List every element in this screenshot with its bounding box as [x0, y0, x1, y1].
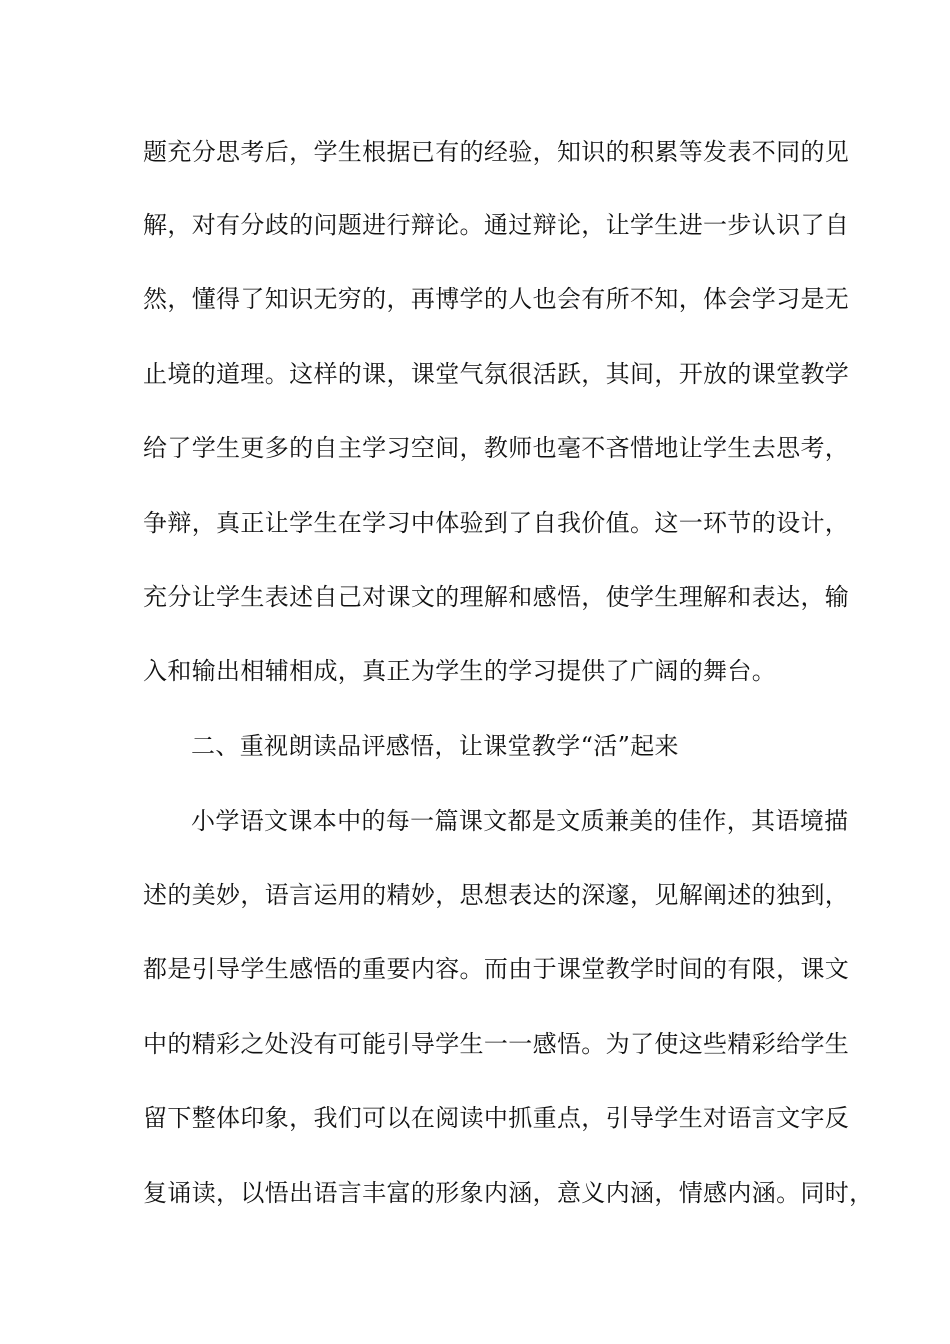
body-text-line: 争辩，真正让学生在学习中体验到了自我价值。这一环节的设计， — [143, 509, 850, 537]
body-text-line: 复诵读，以悟出语言丰富的形象内涵，意义内涵，情感内涵。同时， — [143, 1179, 874, 1207]
body-text-line: 解，对有分歧的问题进行辩论。通过辩论，让学生进一步认识了自 — [143, 211, 850, 239]
body-text-line: 中的精彩之处没有可能引导学生一一感悟。为了使这些精彩给学生 — [143, 1030, 850, 1058]
body-text-line: 都是引导学生感悟的重要内容。而由于课堂教学时间的有限，课文 — [143, 955, 850, 983]
body-text-line: 止境的道理。这样的课，课堂气氛很活跃，其间，开放的课堂教学 — [143, 360, 850, 388]
section-heading: 二、重视朗读品评感悟，让课堂教学“活”起来 — [191, 732, 679, 760]
body-text-line: 述的美妙，语言运用的精妙，思想表达的深邃，见解阐述的独到， — [143, 881, 850, 909]
body-text-line: 入和输出相辅相成，真正为学生的学习提供了广阔的舞台。 — [143, 657, 777, 685]
body-text-line: 充分让学生表述自己对课文的理解和感悟，使学生理解和表达，输 — [143, 583, 850, 611]
body-text-line: 小学语文课本中的每一篇课文都是文质兼美的佳作，其语境描 — [191, 807, 849, 835]
body-text-line: 然，懂得了知识无穷的，再博学的人也会有所不知，体会学习是无 — [143, 285, 850, 313]
body-text-line: 题充分思考后，学生根据已有的经验，知识的积累等发表不同的见 — [143, 138, 850, 166]
body-text-line: 留下整体印象，我们可以在阅读中抓重点，引导学生对语言文字反 — [143, 1104, 850, 1132]
body-text-line: 给了学生更多的自主学习空间，教师也毫不吝惜地让学生去思考， — [143, 434, 850, 462]
